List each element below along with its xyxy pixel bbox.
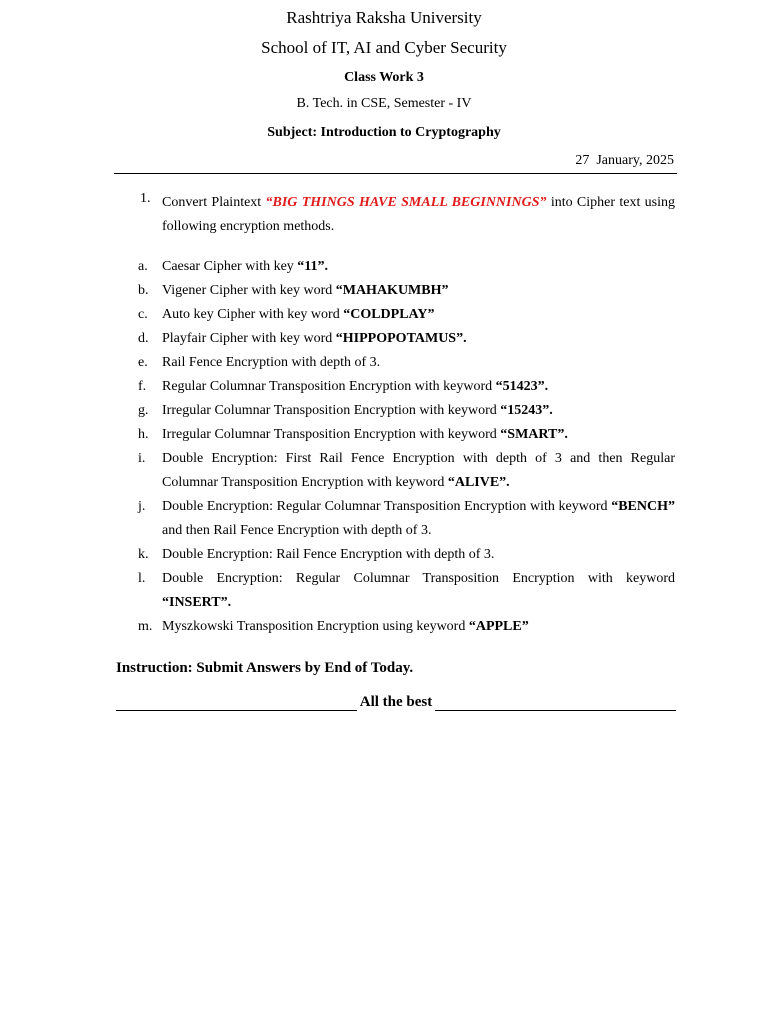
item-text: Regular Columnar Transposition Encryption with keyword	[162, 379, 496, 394]
classwork-title: Class Work 3	[344, 70, 424, 85]
list-item	[0, 423, 768, 447]
item-text: Playfair Cipher with key word	[162, 331, 336, 346]
item-label: j.	[138, 499, 146, 514]
item-label: c.	[138, 307, 148, 322]
item-key: “SMART”.	[500, 427, 568, 442]
list-item	[0, 543, 768, 567]
item-label: i.	[138, 451, 146, 466]
item-label: b.	[138, 283, 149, 298]
item-label: e.	[138, 355, 148, 370]
footer-rule-right	[435, 694, 676, 711]
item-text: Irregular Columnar Transposition Encryption with keyword	[162, 427, 501, 442]
item-key: “COLDPLAY”	[343, 307, 435, 322]
item-text: Double Encryption: Regular Columnar Transposition Encryption with keyword	[162, 499, 612, 514]
header-divider	[114, 173, 677, 174]
question-number: 1.	[140, 191, 151, 206]
item-text: Rail Fence Encryption with depth of 3.	[162, 355, 381, 370]
item-label: g.	[138, 403, 149, 418]
item-label: f.	[138, 379, 147, 394]
date-line: 27 January, 2025	[575, 153, 674, 168]
item-key: “11”.	[297, 259, 329, 274]
list-item	[0, 447, 768, 495]
list-item	[0, 375, 768, 399]
instruction-line: Instruction: Submit Answers by End of Today.	[116, 660, 414, 676]
item-text: Vigener Cipher with key word	[162, 283, 336, 298]
item-text: Auto key Cipher with key word	[162, 307, 344, 322]
item-label: k.	[138, 547, 149, 562]
item-key: “51423”.	[495, 379, 549, 394]
item-key: “ALIVE”.	[447, 475, 510, 490]
footer-line	[116, 694, 676, 711]
item-label: l.	[138, 571, 146, 586]
item-key: “15243”.	[500, 403, 553, 418]
item-text: Myszkowski Transposition Encryption using keyword	[162, 619, 469, 634]
item-text: Caesar Cipher with key	[162, 259, 298, 274]
item-text: Double Encryption: Rail Fence Encryption with depth of 3.	[162, 547, 495, 562]
item-text: Irregular Columnar Transposition Encryption with keyword	[162, 403, 501, 418]
item-label: m.	[138, 619, 153, 634]
list-item	[0, 279, 768, 303]
method-list	[0, 255, 768, 639]
list-item	[0, 255, 768, 279]
subject-line: Subject: Introduction to Cryptography	[267, 125, 501, 140]
list-item	[0, 495, 768, 543]
item-key: “APPLE”	[468, 619, 529, 634]
item-key: “BENCH”	[611, 499, 675, 514]
question-suffix: into Cipher text using following encryption methods.	[162, 195, 675, 234]
school-name: School of IT, AI and Cyber Security	[261, 38, 507, 57]
item-label: h.	[138, 427, 149, 442]
list-item	[0, 615, 768, 639]
question-prefix: Convert Plaintext	[162, 195, 266, 210]
program-line: B. Tech. in CSE, Semester - IV	[296, 96, 472, 111]
university-name: Rashtriya Raksha University	[286, 8, 482, 27]
item-text: Double Encryption: First Rail Fence Encryption with depth of 3 and then Regular Columnar Transposition Encryption with keyword	[162, 451, 675, 490]
question-text	[162, 191, 675, 239]
list-item	[0, 327, 768, 351]
item-label: a.	[138, 259, 148, 274]
item-text-after: and then Rail Fence Encryption with depth of 3.	[162, 523, 432, 538]
item-key: “HIPPOPOTAMUS”.	[335, 331, 467, 346]
item-text: Double Encryption: Regular Columnar Transposition Encryption with keyword	[162, 571, 675, 586]
list-item	[0, 303, 768, 327]
item-key: “INSERT”.	[162, 595, 232, 610]
footer-rule-left	[116, 694, 357, 711]
item-key: “MAHAKUMBH”	[335, 283, 449, 298]
item-label: d.	[138, 331, 149, 346]
footer-text: All the best	[359, 694, 433, 710]
list-item	[0, 351, 768, 375]
plaintext-highlight: “BIG THINGS HAVE SMALL BEGINNINGS”	[265, 195, 547, 210]
list-item	[0, 399, 768, 423]
list-item	[0, 567, 768, 615]
